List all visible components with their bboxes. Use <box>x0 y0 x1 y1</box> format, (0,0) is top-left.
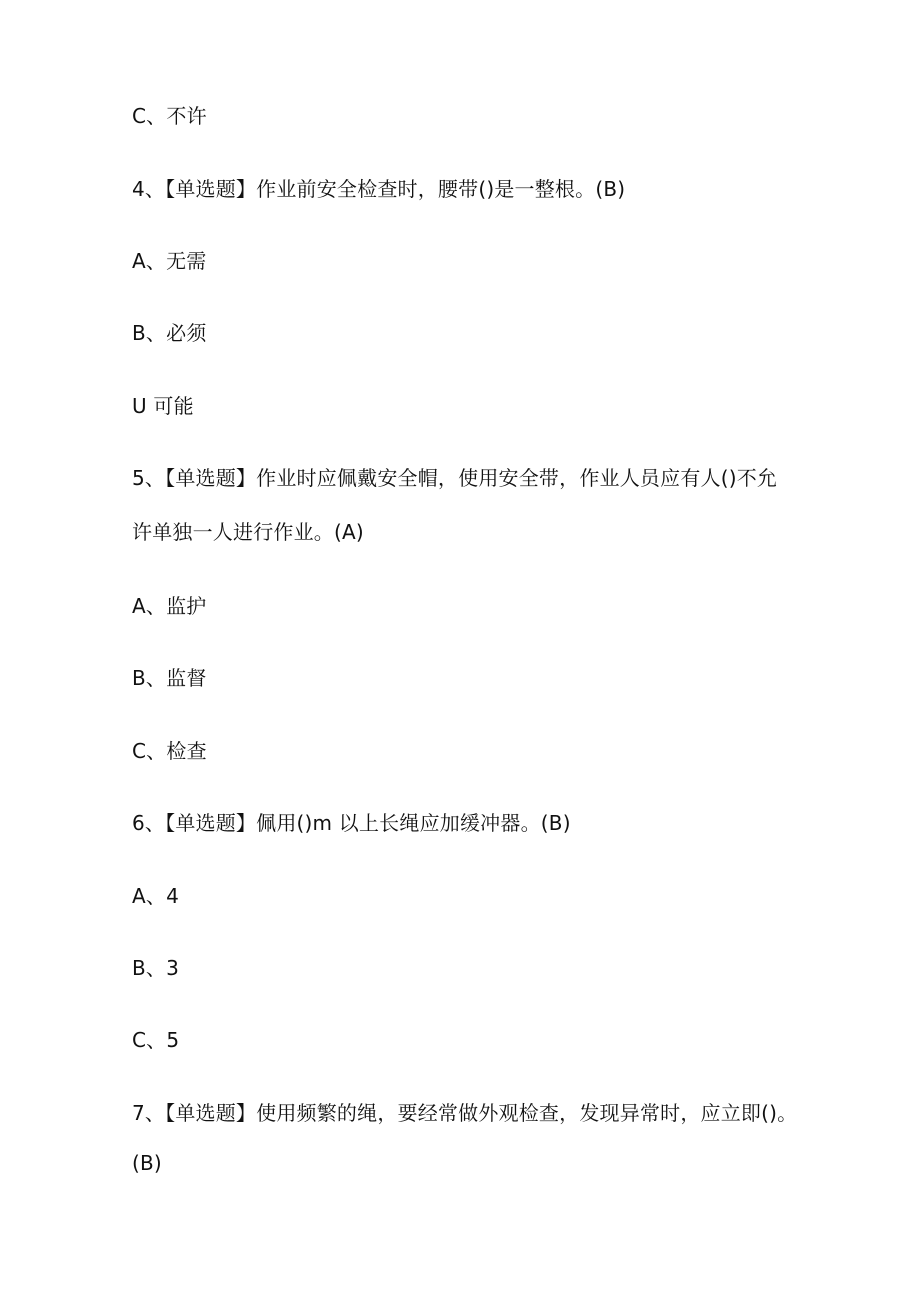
q4-option-c: U 可能 <box>132 394 194 418</box>
question-5-stem-line-1: 5、【单选题】作业时应佩戴安全帽，使用安全带，作业人员应有人()不允 <box>132 466 778 490</box>
q4-option-b: B、必须 <box>132 321 207 345</box>
question-4-stem: 4、【单选题】作业前安全检查时，腰带()是一整根。(B) <box>132 177 626 201</box>
question-7-stem-line-2: (B) <box>132 1151 162 1175</box>
q3-option-c: C、不许 <box>132 104 207 128</box>
q6-option-c: C、5 <box>132 1028 180 1052</box>
q4-option-a: A、无需 <box>132 249 207 273</box>
q5-option-b: B、监督 <box>132 666 207 690</box>
question-7-stem-line-1: 7、【单选题】使用频繁的绳，要经常做外观检查，发现异常时，应立即()。 <box>132 1101 798 1125</box>
q5-option-c: C、检查 <box>132 739 207 763</box>
q6-option-a: A、4 <box>132 884 180 908</box>
question-6-stem: 6、【单选题】佩用()m 以上长绳应加缓冲器。(B) <box>132 811 571 835</box>
q6-option-b: B、3 <box>132 956 180 980</box>
q5-option-a: A、监护 <box>132 594 207 618</box>
question-5-stem-line-2: 许单独一人进行作业。(A) <box>132 520 364 544</box>
